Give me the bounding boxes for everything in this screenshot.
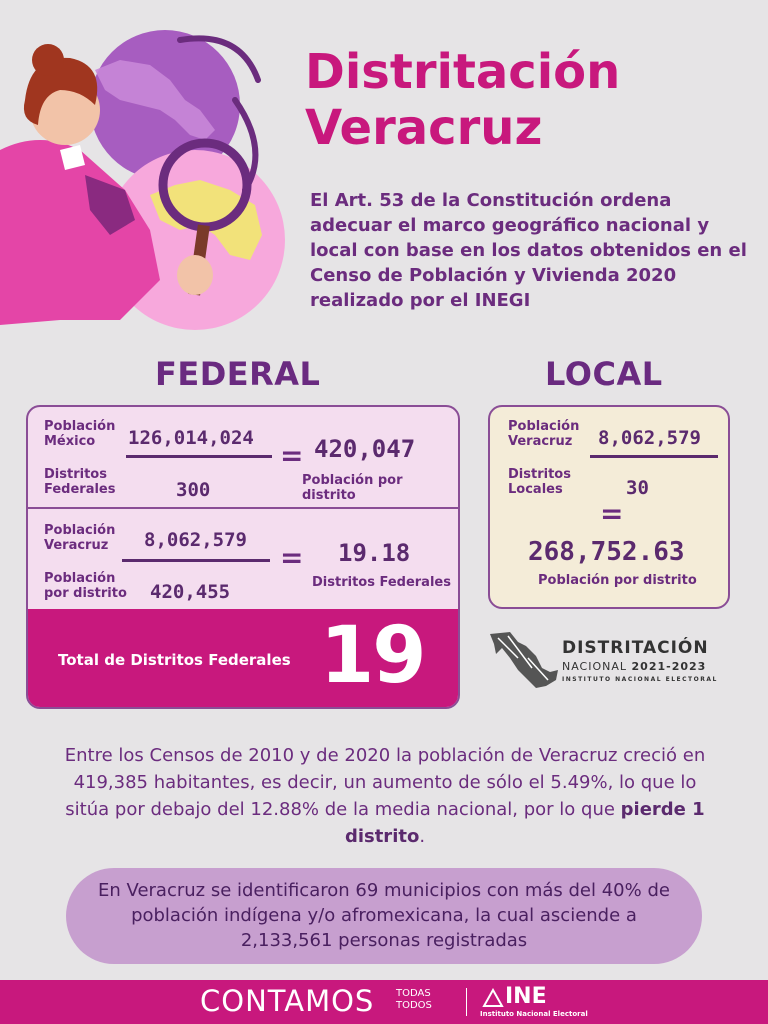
value-distritos-locales: 30 [626, 477, 649, 499]
contamos-wordmark: CONTAMOS [200, 984, 375, 1018]
label-poblacion-por-distrito: Población por distrito [44, 571, 127, 601]
federal-card [26, 405, 460, 709]
logo-sub-years: 2021-2023 [631, 660, 707, 673]
equals-sign: = [600, 497, 624, 530]
label-distritos-locales: Distritos Locales [508, 467, 571, 497]
logo-institution: INSTITUTO NACIONAL ELECTORAL [562, 676, 718, 683]
fraction-bar [590, 455, 718, 458]
intro-text: El Art. 53 de la Constitución ordena adecuar el marco geográfico nacional y local con base en los datos obtenidos en el Censo de Población y Vivienda 2020 realizado por el INEGI [310, 190, 747, 311]
fraction-bar [126, 455, 272, 458]
todas-text: TODAS [396, 988, 431, 999]
page-title [305, 44, 745, 156]
title-line-2: Veracruz [305, 100, 543, 156]
total-label: Total de Distritos Federales [58, 651, 291, 669]
value-poblacion-mexico: 126,014,024 [128, 427, 254, 449]
footer-divider [466, 988, 467, 1016]
label-distritos-federales: Distritos Federales [44, 467, 116, 497]
ine-wordmark: INE [505, 984, 547, 1009]
ine-logo-icon [482, 988, 504, 1008]
population-growth-paragraph [60, 742, 710, 850]
caption-distritos-federales: Distritos Federales [312, 575, 451, 590]
federal-total-banner [28, 609, 458, 709]
label-poblacion-veracruz: Población Veracruz [508, 419, 580, 449]
paragraph1-end: . [419, 826, 426, 847]
federal-heading: FEDERAL [155, 355, 321, 393]
callout-text: En Veracruz se identificaron 69 municipios con más del 40% de población indígena y/o afromexicana, la cual asciende a 2,133,561 personas registradas [98, 880, 670, 951]
woman-magnifier-illustration [0, 20, 290, 340]
todos-text: TODOS [396, 1000, 432, 1011]
total-value: 19 [320, 611, 425, 701]
result-distritos-federales: 19.18 [338, 539, 411, 567]
logo-title: DISTRITACIÓN [562, 638, 709, 658]
title-line-1: Distritación [305, 44, 621, 100]
local-card [488, 405, 730, 609]
footer-bar [0, 980, 768, 1024]
paragraph1-text: Entre los Censos de 2010 y de 2020 la población de Veracruz creció en 419,385 habitantes, es decir, un aumento de sólo el 5.49%, lo que lo sitúa por debajo del 12.88% de la media nacional, por lo que [64, 745, 706, 820]
equals-sign: = [280, 439, 304, 472]
local-heading: LOCAL [545, 355, 663, 393]
mexico-map-icon [488, 628, 560, 694]
distritacion-logo [488, 628, 738, 698]
caption-poblacion-distrito: Población por distrito [538, 573, 697, 588]
value-poblacion-veracruz: 8,062,579 [598, 427, 701, 449]
federal-calc-block-1 [28, 407, 458, 509]
todas-todos [396, 988, 432, 1012]
result-poblacion-distrito: 268,752.63 [528, 537, 685, 567]
logo-sub-prefix: NACIONAL [562, 660, 628, 673]
label-poblacion-veracruz: Población Veracruz [44, 523, 116, 553]
federal-calc-block-2 [28, 509, 458, 609]
equals-sign: = [280, 541, 304, 574]
caption-poblacion-distrito: Población por distrito [302, 473, 403, 503]
value-distritos-federales: 300 [176, 479, 211, 501]
indigenous-population-callout [66, 868, 702, 964]
value-poblacion-veracruz: 8,062,579 [144, 529, 247, 551]
result-poblacion-distrito: 420,047 [314, 435, 416, 463]
paragraph1-bold: pierde 1 distrito [344, 799, 705, 847]
logo-subtitle [562, 660, 706, 673]
label-poblacion-mexico: Población México [44, 419, 116, 449]
value-poblacion-por-distrito: 420,455 [150, 581, 231, 603]
fraction-bar [122, 559, 270, 562]
ine-subtitle: Instituto Nacional Electoral [480, 1010, 588, 1018]
